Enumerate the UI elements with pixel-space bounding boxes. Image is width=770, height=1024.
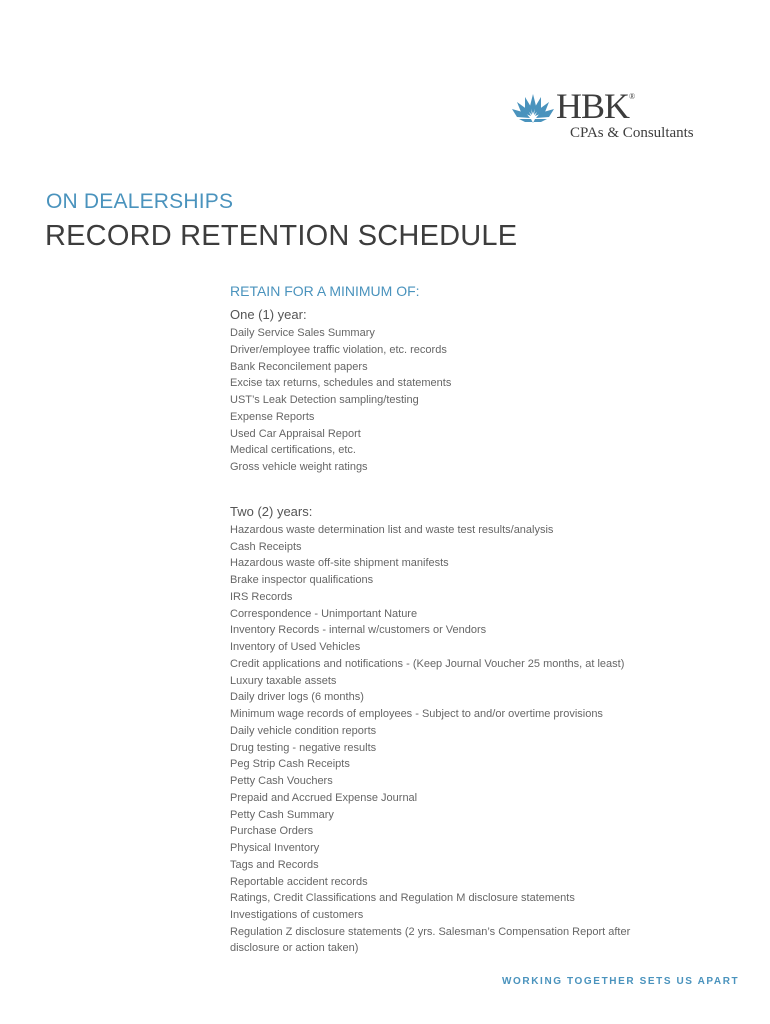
- list-item: Daily Service Sales Summary: [230, 327, 375, 339]
- list-item: Expense Reports: [230, 410, 315, 423]
- footer-tagline: WORKING TOGETHER SETS US APART: [502, 976, 740, 987]
- list-item: Hazardous waste determination list and waste test results/analysis: [230, 523, 554, 536]
- period-heading: One (1) year:: [230, 307, 307, 322]
- lotus-icon: [511, 92, 555, 124]
- list-item: Tags and Records: [230, 858, 319, 871]
- list-item: Purchase Orders: [230, 825, 314, 838]
- list-item: Used Car Appraisal Report: [230, 427, 361, 440]
- section-eyebrow: ON DEALERSHIPS: [46, 190, 234, 213]
- list-item: Excise tax returns, schedules and statements: [230, 377, 452, 390]
- list-item: Gross vehicle weight ratings: [230, 461, 368, 473]
- list-item: Bank Reconcilement papers: [230, 360, 368, 373]
- retain-subhead: RETAIN FOR A MINIMUM OF:: [230, 283, 420, 299]
- list-item: Credit applications and notifications - (Keep Journal Voucher 25 months, at least): [230, 657, 625, 670]
- list-item: Physical Inventory: [230, 842, 320, 854]
- list-item: UST’s Leak Detection sampling/testing: [230, 394, 419, 406]
- list-item: Driver/employee traffic violation, etc. records: [230, 343, 447, 356]
- list-item: Ratings, Credit Classifications and Regulation M disclosure statements: [230, 892, 575, 905]
- logo-tagline: CPAs & Consultants: [570, 125, 694, 141]
- hbk-logo: [511, 88, 711, 148]
- list-item: Investigations of customers: [230, 909, 364, 921]
- list-item: Prepaid and Accrued Expense Journal: [230, 791, 418, 804]
- list-item: Minimum wage records of employees - Subject to and/or overtime provisions: [230, 708, 603, 720]
- list-item: Regulation Z disclosure statements (2 yrs. Salesman’s Compensation Report after disclosure or action taken): [230, 925, 631, 955]
- retention-schedule: [230, 282, 730, 957]
- logo-wordmark: HBK: [556, 86, 630, 126]
- list-item: Cash Receipts: [230, 540, 302, 553]
- list-item: Medical certifications, etc.: [230, 444, 356, 457]
- list-item: Petty Cash Summary: [230, 808, 334, 821]
- record-list: [230, 325, 730, 476]
- list-item: Reportable accident records: [230, 875, 368, 888]
- section-one-year: [230, 307, 730, 476]
- list-item: IRS Records: [230, 590, 293, 603]
- record-list: [230, 522, 730, 957]
- list-item: Inventory of Used Vehicles: [230, 641, 361, 653]
- page-title: RECORD RETENTION SCHEDULE: [45, 220, 518, 252]
- section-spacer: [230, 476, 730, 504]
- list-item: Drug testing - negative results: [230, 741, 377, 754]
- list-item: Luxury taxable assets: [230, 674, 337, 687]
- list-item: Petty Cash Vouchers: [230, 775, 333, 787]
- list-item: Hazardous waste off-site shipment manifests: [230, 557, 449, 570]
- list-item: Brake inspector qualifications: [230, 574, 374, 586]
- list-item: Daily driver logs (6 months): [230, 691, 364, 704]
- section-two-years: [230, 504, 730, 957]
- list-item: Peg Strip Cash Receipts: [230, 758, 350, 771]
- period-heading: Two (2) years:: [230, 503, 313, 519]
- registered-mark: ®: [629, 92, 636, 101]
- list-item: Inventory Records - internal w/customers or Vendors: [230, 624, 487, 637]
- list-item: Daily vehicle condition reports: [230, 724, 377, 737]
- list-item: Correspondence - Unimportant Nature: [230, 607, 418, 620]
